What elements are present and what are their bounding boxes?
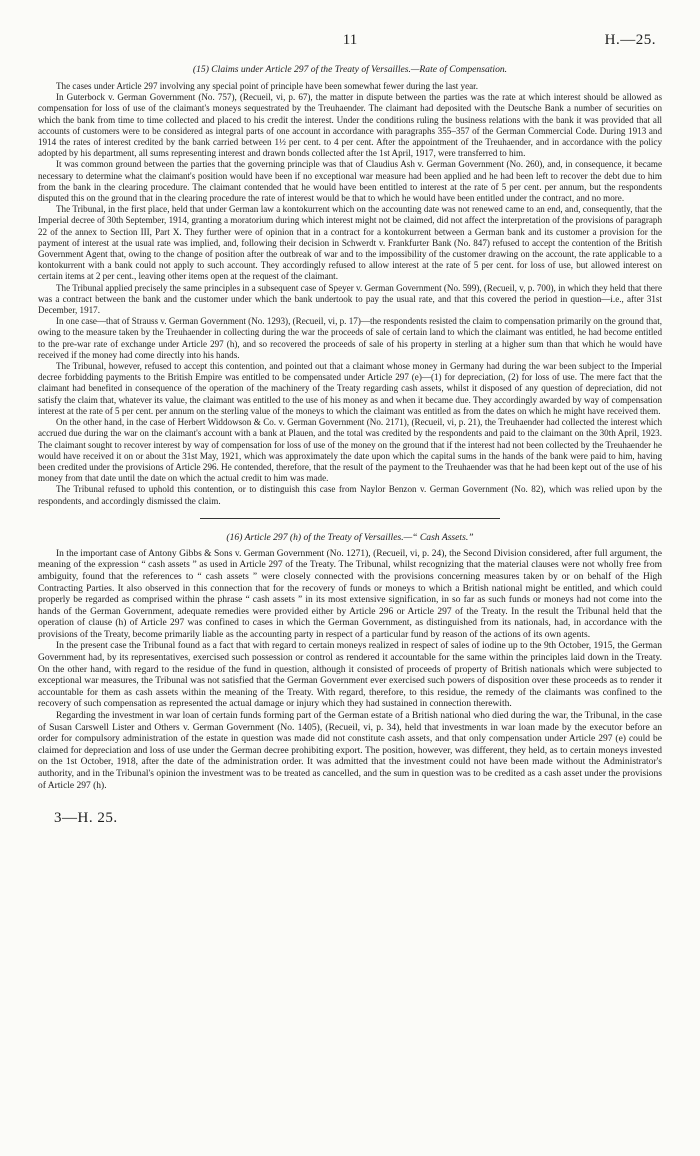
paragraph: Regarding the investment in war loan of certain funds forming part of the German estate of a British national who died during the war, the Tribunal, in the case of Susan Carswell Lister and Others v. German Government (No. 1405), (Recueil, vi, p. 34), held that investments in war loan made by the executor before an order for compulsory administration of the estate in question was made did not constitute cash assets, and that only compensation under Article 297 (e) could be claimed for depreciation and loss of use under the German decree prohibiting export. The position, however, was different, they held, as to certain moneys invested on the 1st October, 1918, after the date of the administration order. It was admitted that the investment could not have been made without the Administrator's authority, and in the Tribunal's opinion the investment was to be treated as cancelled, and the sum in question was to be credited as a cash asset under the provisions of Article 297 (h). <box>38 711 662 791</box>
section-16-body <box>38 549 662 792</box>
section-16-title: (16) Article 297 (h) of the Treaty of Versailles.—“ Cash Assets.” <box>226 531 474 543</box>
paragraph: The Tribunal applied precisely the same principles in a subsequent case of Speyer v. German Government (No. 599), (Recueil, v, p. 700), in which they held that there was a contract between the bank and the customer under which the bank undertook to pay the usual rate, and that this covered the period in question—i.e., after 31st December, 1917. <box>38 282 662 316</box>
paragraph: In Guterbock v. German Government (No. 757), (Recueil, vi, p. 67), the matter in dispute between the parties was the rate at which interest should be allowed as compensation for loss of use of the claimant's moneys sequestrated by the Treuhaender. The claimant had deposited with the Deutsche Bank a number of securities on which the bank from time to time collected and placed to his credit the interest. Under the conditions ruling the business relations with the bank it was provided that all accounts of customers were to be considered as integral parts of one account in accordance with paragraphs 355–357 of the German Commercial Code. During 1913 and 1914 the rates of interest credited by the bank carried between 1½ per cent. to 4 per cent. After the appointment of the Treuhaender, and in accordance with the policy adopted by his department, all sums representing interest and drawn bonds collected after the 1st April, 1917, were transferred to him. <box>38 92 662 159</box>
paragraph: The Tribunal refused to uphold this contention, or to distinguish this case from Naylor Benzon v. German Government (No. 82), which was relied upon by the respondents, and accordingly dismissed the claim. <box>38 484 662 506</box>
paragraph: In the present case the Tribunal found as a fact that with regard to certain moneys realized in respect of sales of iodine up to the 9th October, 1915, the German Government had, by its representatives, exercised such possession or control as rendered it accountable for the same within the principles laid down in the Treaty. On the other hand, with regard to the residue of the fund in question, although it consisted of proceeds of property of British nationals which were subjected to exceptional war measures, the Tribunal was not satisfied that the German Government ever exercised such powers of disposition over these proceeds as to render it accountable for them as cash assets within the meaning of the Treaty. With regard, therefore, to this residue, the remedy of the claimants was confined to the recovery of such compensation as represented the actual damage or injury which they had sustained in connection therewith. <box>38 641 662 710</box>
paragraph: In the important case of Antony Gibbs & Sons v. German Government (No. 1271), (Recueil, vi, p. 24), the Second Division considered, after full argument, the meaning of the expression “ cash assets ” as used in Article 297 of the Treaty. The Tribunal, whilst recognizing that the material clauses were not wholly free from ambiguity, found that the references to “ cash assets ” were closely connected with the provisions concerning measures taken by or on behalf of the High Contracting Parties. It also observed in this connection that for the recovery of funds or moneys to which a British national might be entitled, and which could properly be regarded as comprised within the phrase “ cash assets ” in its most extensive signification, in so far as such funds or moneys had not come into the hands of the German Government, adequate remedies were provided either by Article 296 or Article 297 of the Treaty. In the result the Tribunal held that the operation of clause (h) of Article 297 was confined to cases in which the German Government, as distinguished from its nationals, had, in accordance with the provisions of the Treaty, become primarily liable as the accounting party in respect of a particular fund by reason of the actions of its own agents. <box>38 548 662 640</box>
paragraph: The Tribunal, in the first place, held that under German law a kontokurrent which on the accounting date was not renewed came to an end, and, consequently, that the Imperial decree of 30th September, 1914, granting a moratorium during which interest might not be claimed, did not affect the interpretation of the provisions of paragraph 22 of the annex to Section III, Part X. They further were of opinion that in a contract for a kontokurrent between a German bank and its customer a provision for the payment of interest at the usual rate was implied, and, following their decision in Schwerdt v. Frankfurter Bank (No. 847) refused to accept the contention of the British Government Agent that, owing to the change of position after the outbreak of war and to the impossibility of the customer drawing on the account, the rate applicable to a kontokurrent with a bank could not apply to such account. They accordingly refused to allow interest at the rate of 5 per cent. for loss of use, but allowed interest on certain items at 2 per cent., leaving other items open at the request of the claimant. <box>38 204 662 282</box>
paragraph: In one case—that of Strauss v. German Government (No. 1293), (Recueil, vi, p. 17)—the respondents resisted the claim to compensation primarily on the ground that, owing to the measure taken by the Treuhaender in collecting during the war the proceeds of sale of certain land to which the claimant was entitled, he had become entitled to the pre-war rate of exchange under Article 297 (h), and so recovered the proceeds of sale of his property in sterling at a higher sum than that which he would have received if the money had come directly into his hands. <box>38 316 662 360</box>
page-signature: 3—H. 25. <box>54 810 118 827</box>
section-divider <box>200 518 500 519</box>
page-header <box>38 30 662 54</box>
page-number: 11 <box>342 32 358 48</box>
paragraph: On the other hand, in the case of Herbert Widdowson & Co. v. German Government (No. 2171), (Recueil, vi, p. 21), the Treuhaender had collected the interest which accrued due during the war on the claimant's account with a bank at Plauen, and the total was credited by the respondents and paid to the claimant on the 30th April, 1923. The claimant sought to recover interest by way of compensation for loss of use of the money on the ground that if the interest had not been collected by the Treuhaender he would have received it on or about the 31st May, 1921, which was approximately the date upon which the capital sums in the hands of the bank were paid to him, having been credited under the provisions of Article 296. He contended, therefore, that the result of the payment to the Treuhaender was that he had been kept out of the use of his money from that date until the date on which the actual credit to him was made. <box>38 417 662 484</box>
section-15-body <box>38 81 662 507</box>
paragraph: The Tribunal, however, refused to accept this contention, and pointed out that a claimant whose money in Germany had during the war been subject to the Imperial decree forbidding payments to the British Empire was entitled to be compensated under Article 297 (e)—(1) for depreciation, (2) for loss of use. The mere fact that the claimant had benefited in consequence of the operation of the machinery of the Treaty regarding cash assets, whilst it disposed of any question of depreciation, did not satisfy the claim that, whatever its value, the claimant was entitled to the use of his money as and when it became due. They accordingly awarded by way of compensation interest at the rate of 5 per cent. per annum on the sterling value of the moneys to which the claimant was entitled as from the dates on which he might have received them. <box>38 361 662 416</box>
paragraph: It was common ground between the parties that the governing principle was that of Claudius Ash v. German Government (No. 260), and, in consequence, it became necessary to determine what the claimant's position would have been if no exceptional war measure had been applied and he had been left to recover the debt due to him from the bank in the clearing procedure. The claimant contended that he would have been entitled to interest at the rate of 5 per cent. per annum, but the respondents disputed this on the ground that in the clearing procedure the rate of interest would be that to which he would have been entitled under the contract, and no more. <box>38 159 662 204</box>
paragraph: The cases under Article 297 involving any special point of principle have been somewhat fewer during the last year. <box>56 81 478 91</box>
document-reference: H.—25. <box>604 32 656 48</box>
section-15-title: (15) Claims under Article 297 of the Treaty of Versailles.—Rate of Compensation. <box>192 64 508 75</box>
